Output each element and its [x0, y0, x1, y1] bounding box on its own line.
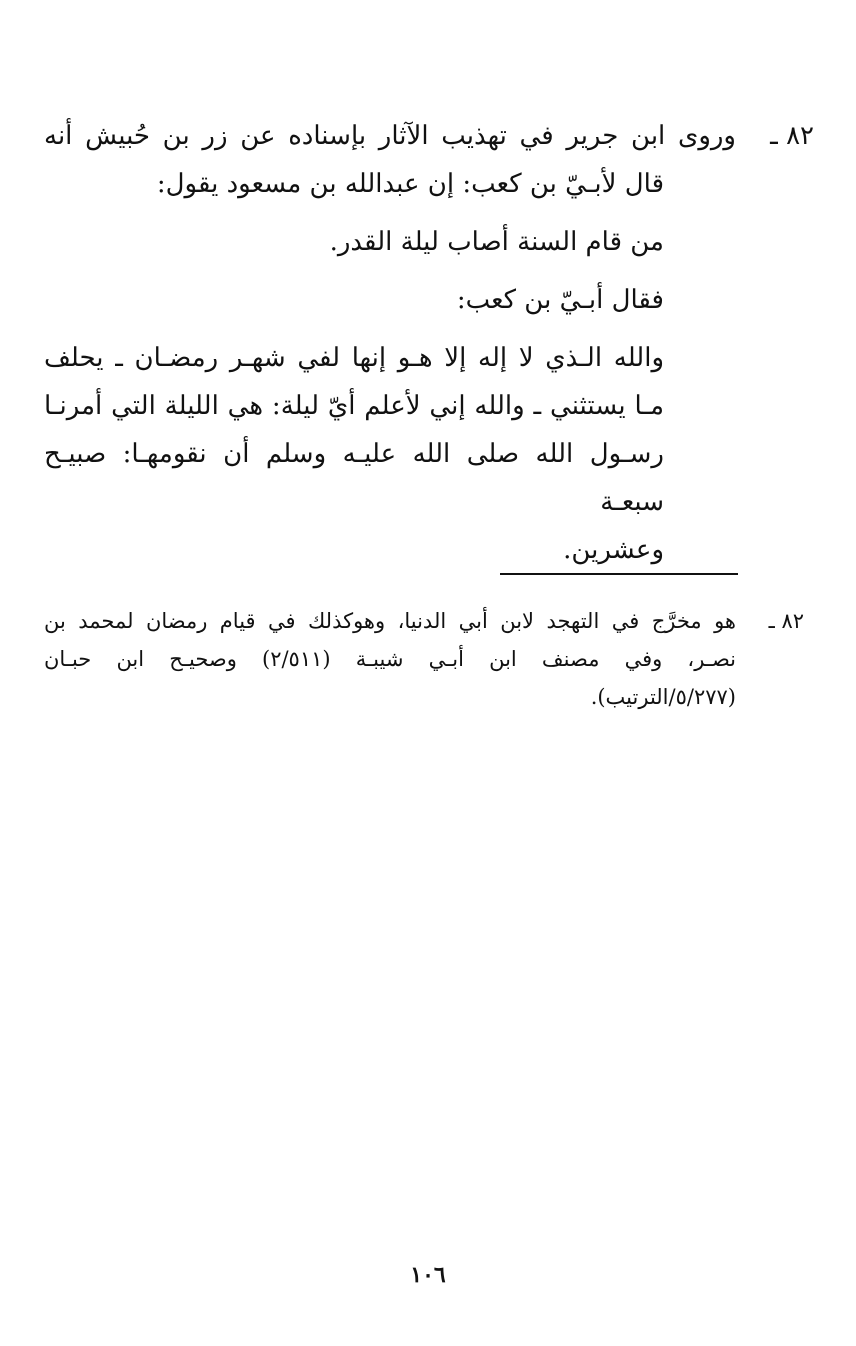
hadith-line-5: والله الـذي لا إله إلا هـو إنها لفي شهـر رمضـان ـ يحلف [44, 343, 664, 373]
footnote-number: ٨٢ ـ [768, 609, 804, 633]
footnote-line-2: نصـر، وفي مصنف ابن أبـي شيبـة (٢/٥١١) وصحيـح ابن حبـان [44, 647, 737, 671]
hadith-line-6: مـا يستثني ـ والله إني لأعلم أيّ ليلة: هي الليلة التي أمرنـا [44, 391, 664, 421]
footnote-divider [500, 573, 738, 575]
hadith-number: ٨٢ ـ [770, 121, 814, 151]
page-number: ١٠٦ [410, 1262, 446, 1288]
hadith-line-7: رسـول الله صلى الله عليـه وسلم أن نقومهـا: صبيـح سبعـة [44, 439, 664, 517]
footnote-line-3: (٥/٢٧٧/الترتيب). [590, 685, 736, 709]
hadith-line-1: وروى ابن جرير في تهذيب الآثار بإسناده عن زر بن حُبيش أنه [44, 121, 736, 151]
hadith-text [44, 112, 736, 574]
footnote-line-1: هو مخرَّج في التهجد لابن أبي الدنيا، وهوكذلك في قيام رمضان لمحمد بن [44, 609, 736, 633]
hadith-line-3: من قام السنة أصاب ليلة القدر. [329, 227, 664, 257]
hadith-line-4: فقال أبـيّ بن كعب: [456, 285, 664, 315]
hadith-line-8: وعشرين. [563, 535, 664, 565]
hadith-line-2: قال لأبـيّ بن كعب: إن عبدالله بن مسعود يقول: [156, 169, 664, 199]
footnote-text [44, 602, 736, 716]
